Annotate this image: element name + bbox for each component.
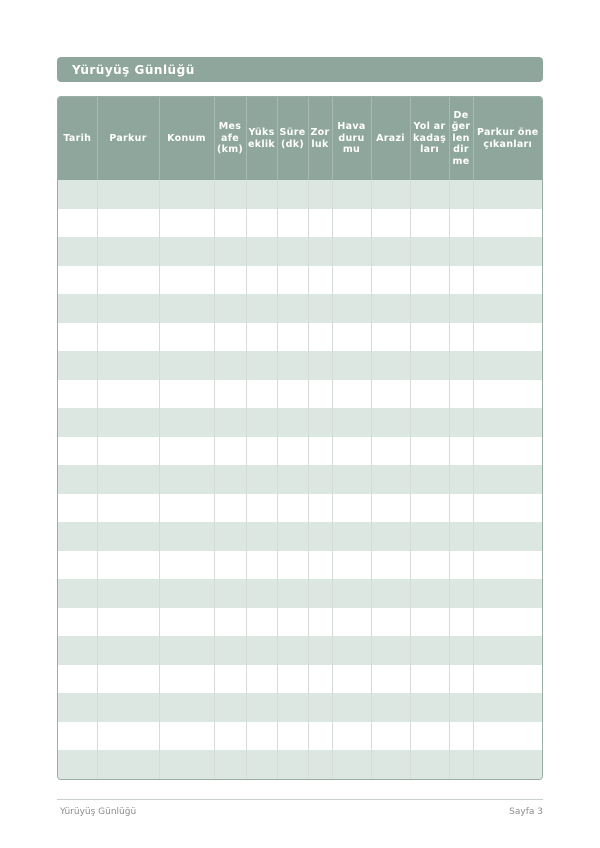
table-cell[interactable] [58,722,97,751]
table-row [58,522,542,551]
table-cell[interactable] [277,437,308,466]
table-cell[interactable] [308,722,332,751]
table-cell[interactable] [246,551,277,580]
table-row [58,494,542,523]
table-cell[interactable] [332,522,371,551]
table-cell[interactable] [332,408,371,437]
table-cell[interactable] [58,608,97,637]
table-cell[interactable] [371,551,410,580]
table-cell[interactable] [214,750,246,779]
table-row [58,465,542,494]
table-row [58,722,542,751]
table-cell[interactable] [97,180,159,209]
table-cell[interactable] [308,608,332,637]
table-cell[interactable] [308,437,332,466]
column-header: Konum [159,97,214,180]
table-cell[interactable] [214,294,246,323]
table-cell[interactable] [473,579,542,608]
table-cell[interactable] [332,437,371,466]
table-cell[interactable] [332,551,371,580]
table-cell[interactable] [97,437,159,466]
table-cell[interactable] [246,750,277,779]
table-cell[interactable] [58,522,97,551]
table-cell[interactable] [473,266,542,295]
table-cell[interactable] [277,408,308,437]
column-header: Hava durumu [332,97,371,180]
table-row [58,551,542,580]
table-cell[interactable] [246,323,277,352]
table-row [58,408,542,437]
table-cell[interactable] [214,665,246,694]
table-cell[interactable] [308,323,332,352]
table-cell[interactable] [449,722,473,751]
table-cell[interactable] [449,437,473,466]
table-cell[interactable] [246,722,277,751]
table-cell[interactable] [449,465,473,494]
header-row [58,97,542,180]
table-cell[interactable] [410,693,449,722]
table-cell[interactable] [332,722,371,751]
column-header: Yükseklik [246,97,277,180]
table-cell[interactable] [371,665,410,694]
column-header: Süre (dk) [277,97,308,180]
table-cell[interactable] [58,636,97,665]
table-cell[interactable] [214,693,246,722]
table-cell[interactable] [449,579,473,608]
table-cell[interactable] [159,465,214,494]
table-cell[interactable] [410,551,449,580]
table-cell[interactable] [97,722,159,751]
table-cell[interactable] [308,294,332,323]
table-cell[interactable] [449,266,473,295]
table-cell[interactable] [159,437,214,466]
table-cell[interactable] [58,294,97,323]
table-cell[interactable] [473,351,542,380]
table-cell[interactable] [473,408,542,437]
table-cell[interactable] [371,266,410,295]
table-cell[interactable] [58,323,97,352]
table-cell[interactable] [473,437,542,466]
table-cell[interactable] [308,636,332,665]
table-cell[interactable] [473,665,542,694]
table-row [58,636,542,665]
table-cell[interactable] [246,351,277,380]
table-cell[interactable] [473,209,542,238]
table-cell[interactable] [410,180,449,209]
table-cell[interactable] [246,522,277,551]
table-cell[interactable] [58,665,97,694]
table-cell[interactable] [214,266,246,295]
table-cell[interactable] [97,665,159,694]
table-cell[interactable] [473,750,542,779]
table-cell[interactable] [246,636,277,665]
table-cell[interactable] [473,722,542,751]
table-cell[interactable] [473,551,542,580]
table-cell[interactable] [371,351,410,380]
table-cell[interactable] [159,579,214,608]
table-cell[interactable] [277,579,308,608]
column-header: Arazi [371,97,410,180]
table-cell[interactable] [246,266,277,295]
table-cell[interactable] [308,237,332,266]
table-cell[interactable] [308,750,332,779]
table-cell[interactable] [332,750,371,779]
table-cell[interactable] [308,522,332,551]
table-cell[interactable] [214,579,246,608]
table-cell[interactable] [449,323,473,352]
table-cell[interactable] [410,636,449,665]
table-cell[interactable] [97,693,159,722]
column-header: Parkur [97,97,159,180]
table-cell[interactable] [58,494,97,523]
table-cell[interactable] [410,237,449,266]
table-cell[interactable] [277,380,308,409]
table-cell[interactable] [246,380,277,409]
table-cell[interactable] [371,750,410,779]
table-cell[interactable] [449,551,473,580]
table-cell[interactable] [58,579,97,608]
table-cell[interactable] [410,608,449,637]
table-cell[interactable] [97,551,159,580]
table-cell[interactable] [214,636,246,665]
table-cell[interactable] [449,180,473,209]
table-row [58,294,542,323]
table-cell[interactable] [246,237,277,266]
table-cell[interactable] [159,750,214,779]
table-cell[interactable] [159,209,214,238]
table-cell[interactable] [246,437,277,466]
table-cell[interactable] [277,465,308,494]
table-cell[interactable] [473,465,542,494]
table-cell[interactable] [371,693,410,722]
table-row [58,693,542,722]
table-cell[interactable] [473,237,542,266]
table-cell[interactable] [277,294,308,323]
table-cell[interactable] [473,180,542,209]
table-cell[interactable] [159,408,214,437]
table-cell[interactable] [246,209,277,238]
table-cell[interactable] [97,608,159,637]
table-cell[interactable] [277,551,308,580]
table-cell[interactable] [277,237,308,266]
table-cell[interactable] [371,180,410,209]
table-cell[interactable] [277,522,308,551]
title-bar [57,57,543,82]
table-cell[interactable] [214,522,246,551]
table-cell[interactable] [371,209,410,238]
table-cell[interactable] [371,494,410,523]
table-cell[interactable] [97,380,159,409]
table-cell[interactable] [449,665,473,694]
table-cell[interactable] [246,608,277,637]
table-cell[interactable] [214,408,246,437]
table-cell[interactable] [214,722,246,751]
table-cell[interactable] [449,408,473,437]
table-cell[interactable] [332,636,371,665]
table-row [58,608,542,637]
table-cell[interactable] [159,380,214,409]
table-cell[interactable] [277,323,308,352]
table-row [58,209,542,238]
table-cell[interactable] [159,608,214,637]
table-cell[interactable] [58,551,97,580]
table-cell[interactable] [97,323,159,352]
table-cell[interactable] [332,323,371,352]
table-cell[interactable] [246,693,277,722]
column-header: Parkur öne çıkanları [473,97,542,180]
table-cell[interactable] [159,266,214,295]
table-cell[interactable] [214,494,246,523]
table-cell[interactable] [449,522,473,551]
table-cell[interactable] [58,180,97,209]
table-cell[interactable] [246,294,277,323]
table-cell[interactable] [332,351,371,380]
column-header: Tarih [58,97,97,180]
table-cell[interactable] [308,351,332,380]
table-cell[interactable] [473,636,542,665]
table-cell[interactable] [214,551,246,580]
table-cell[interactable] [97,266,159,295]
table-cell[interactable] [308,209,332,238]
table-cell[interactable] [277,722,308,751]
table-cell[interactable] [58,266,97,295]
table-cell[interactable] [159,522,214,551]
table-cell[interactable] [332,665,371,694]
table-cell[interactable] [332,294,371,323]
table-cell[interactable] [410,323,449,352]
table-cell[interactable] [410,351,449,380]
table-cell[interactable] [277,636,308,665]
table-cell[interactable] [214,323,246,352]
table-cell[interactable] [332,237,371,266]
table-cell[interactable] [473,380,542,409]
table-cell[interactable] [410,294,449,323]
table-cell[interactable] [449,608,473,637]
table-cell[interactable] [449,494,473,523]
table-cell[interactable] [246,408,277,437]
table-cell[interactable] [308,551,332,580]
table-cell[interactable] [97,237,159,266]
table-cell[interactable] [449,351,473,380]
table-cell[interactable] [332,180,371,209]
table-cell[interactable] [58,408,97,437]
table-cell[interactable] [410,522,449,551]
table-cell[interactable] [410,579,449,608]
table-cell[interactable] [371,522,410,551]
table-cell[interactable] [58,693,97,722]
table-cell[interactable] [449,294,473,323]
hiking-log-table [57,96,543,780]
table-row [58,180,542,209]
table-cell[interactable] [97,494,159,523]
page-title: Yürüyüş Günlüğü [72,62,195,77]
table-cell[interactable] [410,380,449,409]
table-cell[interactable] [214,608,246,637]
table-cell[interactable] [308,465,332,494]
table-row [58,665,542,694]
table-cell[interactable] [277,209,308,238]
table-cell[interactable] [332,608,371,637]
table-cell[interactable] [410,408,449,437]
table-cell[interactable] [371,323,410,352]
table-cell[interactable] [97,408,159,437]
table-cell[interactable] [371,408,410,437]
table-cell[interactable] [449,636,473,665]
table-cell[interactable] [214,380,246,409]
footer-divider [57,799,543,800]
table-cell[interactable] [371,608,410,637]
table-cell[interactable] [277,266,308,295]
table-cell[interactable] [410,209,449,238]
table-cell[interactable] [277,693,308,722]
table-cell[interactable] [97,579,159,608]
table-cell[interactable] [159,636,214,665]
table-cell[interactable] [277,750,308,779]
column-header: Zorluk [308,97,332,180]
table-cell[interactable] [410,465,449,494]
table-cell[interactable] [159,294,214,323]
table-row [58,437,542,466]
table-cell[interactable] [332,494,371,523]
page-number: Sayfa 3 [509,807,543,817]
table-cell[interactable] [277,608,308,637]
table-cell[interactable] [97,522,159,551]
table-cell[interactable] [214,237,246,266]
table-cell[interactable] [159,693,214,722]
table-cell[interactable] [371,636,410,665]
table-cell[interactable] [449,693,473,722]
table-cell[interactable] [58,750,97,779]
table-cell[interactable] [58,209,97,238]
table-cell[interactable] [449,209,473,238]
table-cell[interactable] [308,408,332,437]
table-cell[interactable] [159,180,214,209]
table-cell[interactable] [410,437,449,466]
table-cell[interactable] [97,465,159,494]
column-header: Mesafe (km) [214,97,246,180]
table-cell[interactable] [410,722,449,751]
table-row [58,380,542,409]
table-cell[interactable] [473,522,542,551]
table-cell[interactable] [371,294,410,323]
table-cell[interactable] [332,266,371,295]
table-cell[interactable] [58,351,97,380]
table-cell[interactable] [473,608,542,637]
table-cell[interactable] [410,750,449,779]
table-row [58,579,542,608]
table-cell[interactable] [246,180,277,209]
table-cell[interactable] [308,693,332,722]
table-cell[interactable] [371,380,410,409]
table-body [58,180,542,779]
table-cell[interactable] [97,636,159,665]
table-cell[interactable] [159,237,214,266]
table-cell[interactable] [473,693,542,722]
table-cell[interactable] [277,665,308,694]
table-row [58,351,542,380]
table-cell[interactable] [277,494,308,523]
column-header: Yol arkadaşları [410,97,449,180]
table-cell[interactable] [371,722,410,751]
table-cell[interactable] [58,237,97,266]
table-cell[interactable] [214,351,246,380]
table-cell[interactable] [332,380,371,409]
table-cell[interactable] [371,437,410,466]
table-row [58,237,542,266]
table-cell[interactable] [473,494,542,523]
table-cell[interactable] [308,494,332,523]
table-cell[interactable] [371,237,410,266]
table-cell[interactable] [97,294,159,323]
table-cell[interactable] [410,665,449,694]
table-cell[interactable] [246,494,277,523]
table-cell[interactable] [97,750,159,779]
footer-title: Yürüyüş Günlüğü [60,807,137,817]
table-cell[interactable] [473,294,542,323]
table-cell[interactable] [58,380,97,409]
table-cell[interactable] [214,209,246,238]
table-cell[interactable] [332,579,371,608]
table-cell[interactable] [246,665,277,694]
table-cell[interactable] [277,351,308,380]
table-cell[interactable] [159,551,214,580]
table-cell[interactable] [332,693,371,722]
table-cell[interactable] [308,665,332,694]
table-cell[interactable] [246,465,277,494]
table-cell[interactable] [473,323,542,352]
table-cell[interactable] [308,380,332,409]
table-cell[interactable] [277,180,308,209]
table-row [58,750,542,779]
table-cell[interactable] [214,180,246,209]
table-cell[interactable] [58,465,97,494]
table-cell[interactable] [97,209,159,238]
table-cell[interactable] [97,351,159,380]
table-cell[interactable] [159,494,214,523]
table-cell[interactable] [214,465,246,494]
table-cell[interactable] [308,180,332,209]
table-row [58,266,542,295]
table-cell[interactable] [449,380,473,409]
table-cell[interactable] [246,579,277,608]
table-cell[interactable] [159,722,214,751]
table-row [58,323,542,352]
column-header: Değerlendirme [449,97,473,180]
table-cell[interactable] [159,351,214,380]
table-cell[interactable] [410,266,449,295]
table-cell[interactable] [214,437,246,466]
table-cell[interactable] [449,750,473,779]
table-cell[interactable] [308,266,332,295]
table-cell[interactable] [58,437,97,466]
table-cell[interactable] [159,323,214,352]
table-cell[interactable] [159,665,214,694]
table-cell[interactable] [332,209,371,238]
table-cell[interactable] [332,465,371,494]
table-cell[interactable] [410,494,449,523]
table-cell[interactable] [308,579,332,608]
table-cell[interactable] [449,237,473,266]
table-cell[interactable] [371,579,410,608]
table-cell[interactable] [371,465,410,494]
